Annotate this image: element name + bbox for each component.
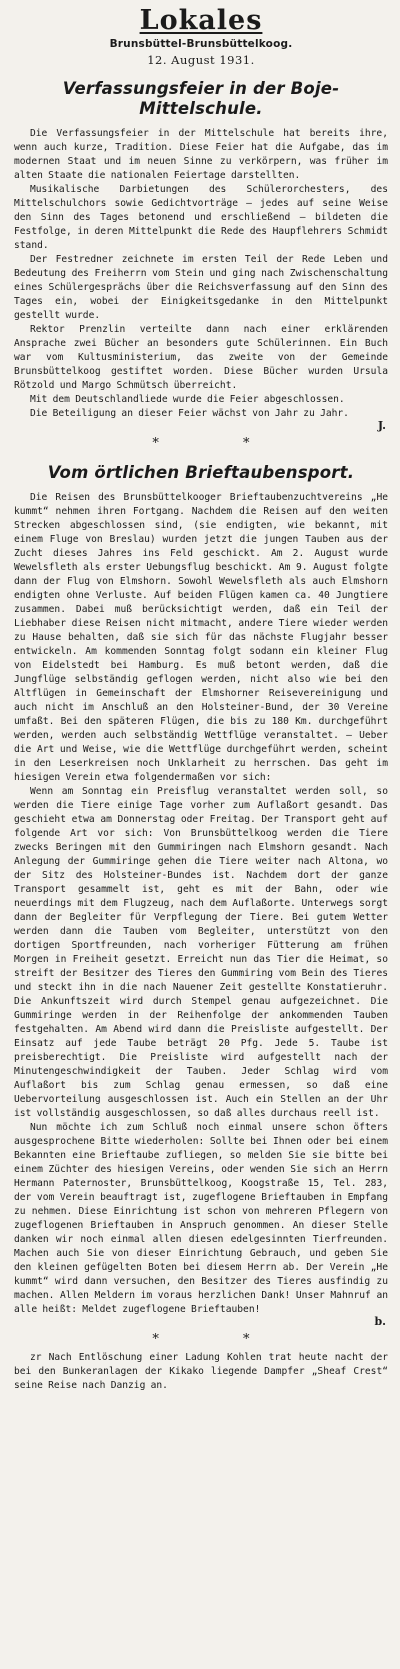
article-headline: Vom örtlichen Brieftaubensport. <box>47 463 355 482</box>
article-verfassungsfeier <box>14 79 388 432</box>
article-paragraph: Die Beteiligung an dieser Feier wächst von Jahr zu Jahr. <box>30 408 349 419</box>
separator-stars: * * <box>152 1332 290 1347</box>
article-paragraph: zr Nach Entlöschung einer Ladung Kohlen trat heute nacht der bei den Bunkeranlagen der Kikako liegende Dampfer „Sheaf Crest“ seine Reise nach Danzig an. <box>14 1352 388 1391</box>
separator-stars: * * <box>152 436 290 451</box>
article-brieftaubensport <box>14 463 388 1328</box>
article-paragraph: Rektor Prenzlin verteilte dann nach einer erklärenden Ansprache zwei Bücher an besonders gute Schülerinnen. Ein Buch war vom Kultusministerium, das zweite von der Gemeinde Brunsbüttelkoog gestiftet worden. Diese Bücher wurden Ursula Rötzold und Margo Schmütsch überreicht. <box>14 324 388 391</box>
article-paragraph: Wenn am Sonntag ein Preisflug veranstaltet werden soll, so werden die Tiere einige Tage vorher zum Auflaßort gesandt. Das geschieht etwa am Donnerstag oder Freitag. Der Transport geht auf folgende Art vor sich: Von Brunsbüttelkoog werden die Tiere zwecks Beringen mit den Gummiringen nach Elmshorn gesandt. Nach Anlegung der Gummiringe gehen die Tiere weiter nach Altona, wo der Sitz des Holsteiner-Bundes ist. Nachdem dort der ganze Transport gesammelt ist, geht es mit der Bahn, oder wie neuerdings mit dem Flugzeug, nach dem Auflaßorte. Unterwegs sorgt dann der Begleiter für Verpflegung der Tiere. Bei gutem Wetter werden dann die Tauben vom Begleiter, unterstützt von den dortigen Sportfreunden, nach vorheriger Fütterung am frühen Morgen in Freiheit gesetzt. Erreicht nun das Tier die Heimat, so streift der Besitzer des Tieres den Gummiring vom Bein des Tieres und steckt ihn in die nach Nauener Zeit gestellte Konstatieruhr. Die Ankunftszeit wird durch Stempel genau aufgezeichnet. Die Gummiringe werden in der Reihenfolge der ankommenden Tauben festgehalten. Am Abend wird dann die Preisliste aufgestellt. Der Einsatz auf jede Taube beträgt 20 Pfg. Jede 5. Taube ist preisberechtigt. Die Preisliste wird aufgestellt nach der Minutengeschwindigkeit der Tauben. Jeder Schlag wird vom Auflaßort bis zum Schlag genau ermessen, so daß eine Uebervorteilung ausgeschlossen ist. Auch ein Stellen an der Uhr ist vollständig ausgeschlossen, so daß alles durchaus reell ist. <box>14 786 388 1119</box>
masthead <box>14 6 388 67</box>
article-paragraph: Der Festredner zeichnete im ersten Teil der Rede Leben und Bedeutung des Freiherrn vom Stein und ging nach Zwischenschaltung eines Schülergesprächs über die Reichsverfassung auf den Sinn des Tages ein, wobei der Einigkeitsgedanke in den Mittelpunkt gestellt wurde. <box>14 254 388 321</box>
article-dampfer <box>14 1351 388 1393</box>
article-headline: Verfassungsfeier in der Boje-Mittelschule. <box>62 79 340 118</box>
article-byline: J. <box>377 419 386 432</box>
article-paragraph: Nun möchte ich zum Schluß noch einmal unsere schon öfters ausgesprochene Bitte wiederholen: Sollte bei Ihnen oder bei einem Bekannten eine Brieftaube zufliegen, so melden Sie sie bitte bei einem Züchter des hiesigen Vereins, oder wenden Sie sich an Herrn Hermann Paternoster, Brunsbüttelkoog, Koogstraße 15, Tel. 283, der vom Verein beauftragt ist, zugeflogene Brieftauben in Empfang zu nehmen. Diese Einrichtung ist schon von mehreren Pflegern von zugeflogenen Brieftauben in Anspruch genommen. An dieser Stelle danken wir noch einmal allen diesen edelgesinnten Tierfreunden. Machen auch Sie von dieser Einrichtung Gebrauch, und geben Sie den kleinen gefügelten Boten bei diesem Herrn ab. Der Verein „He kummt“ wird dann versuchen, den Besitzer des Tieres ausfindig zu machen. Allen Meldern im voraus herzlichen Dank! Unser Mahnruf an alle heißt: Meldet zugeflogene Brieftauben! <box>14 1122 388 1315</box>
article-paragraph: Die Verfassungsfeier in der Mittelschule hat bereits ihre, wenn auch kurze, Tradition. Diese Feier hat die Aufgabe, das im modernen Staat und im neuen Sinne zu verkörpern, was früher im alten Staate die nationalen Feiertage darstellten. <box>14 128 388 181</box>
section-title: Lokales <box>139 5 263 36</box>
article-paragraph: Musikalische Darbietungen des Schülerorchesters, des Mittelschulchors sowie Gedichtvorträge — jedes auf seine Weise den Sinn des Tages betonend und erschließend — bildeten die Festfolge, in deren Mittelpunkt die Rede des Haupflehrers Schmidt stand. <box>14 184 388 251</box>
article-paragraph: Die Reisen des Brunsbüttelkooger Brieftaubenzuchtvereins „He kummt“ nehmen ihren Fortgang. Nachdem die Reisen auf den weiten Strecken abgeschlossen sind, (sie endigten, wie bekannt, mit einem Fluge von Breslau) wurden jetzt die jungen Tauben aus der Zucht dieses Jahres ins Feld geschickt. Am 2. August wurde Wewelsfleth als erster Uebungsflug beschickt. Am 9. August folgte dann der Flug von Elmshorn. Sowohl Wewelsfleth als auch Elmshorn endigten ohne Verluste. Auf beiden Flügen kamen ca. 40 Jungtiere zusammen. Dabei muß berücksichtigt werden, daß ein Teil der Liebhaber diese Reisen nicht mitmacht, andere Tiere wieder werden zu Hause behalten, daß sie sich für das nächste Flugjahr besser entwickeln. Am kommenden Sonntag folgt sodann ein kleiner Flug von Eidelstedt bei Hamburg. Es muß betont werden, daß die Jungflüge selbständig geflogen werden, nicht also wie bei den Altflügen in Gemeinschaft der Elmshorner Reisevereinigung und auch nicht im Anschluß an den Holsteiner-Bund, der 30 Vereine umfaßt. Bei den späteren Flügen, die bis zu 180 Km. durchgeführt werden, werden auch selbständig Wettflüge veranstaltet. — Ueber die Art und Weise, wie die Wettflüge durchgeführt werden, scheint in den Leserkreisen noch Unklarheit zu herrschen. Das geht im hiesigen Verein etwa folgendermaßen vor sich: <box>14 492 388 783</box>
article-byline: b. <box>374 1315 386 1328</box>
issue-date: 12. August 1931. <box>147 53 255 67</box>
article-paragraph: Mit dem Deutschlandliede wurde die Feier abgeschlossen. <box>30 394 345 405</box>
section-subtitle: Brunsbüttel-Brunsbüttelkoog. <box>109 38 293 50</box>
